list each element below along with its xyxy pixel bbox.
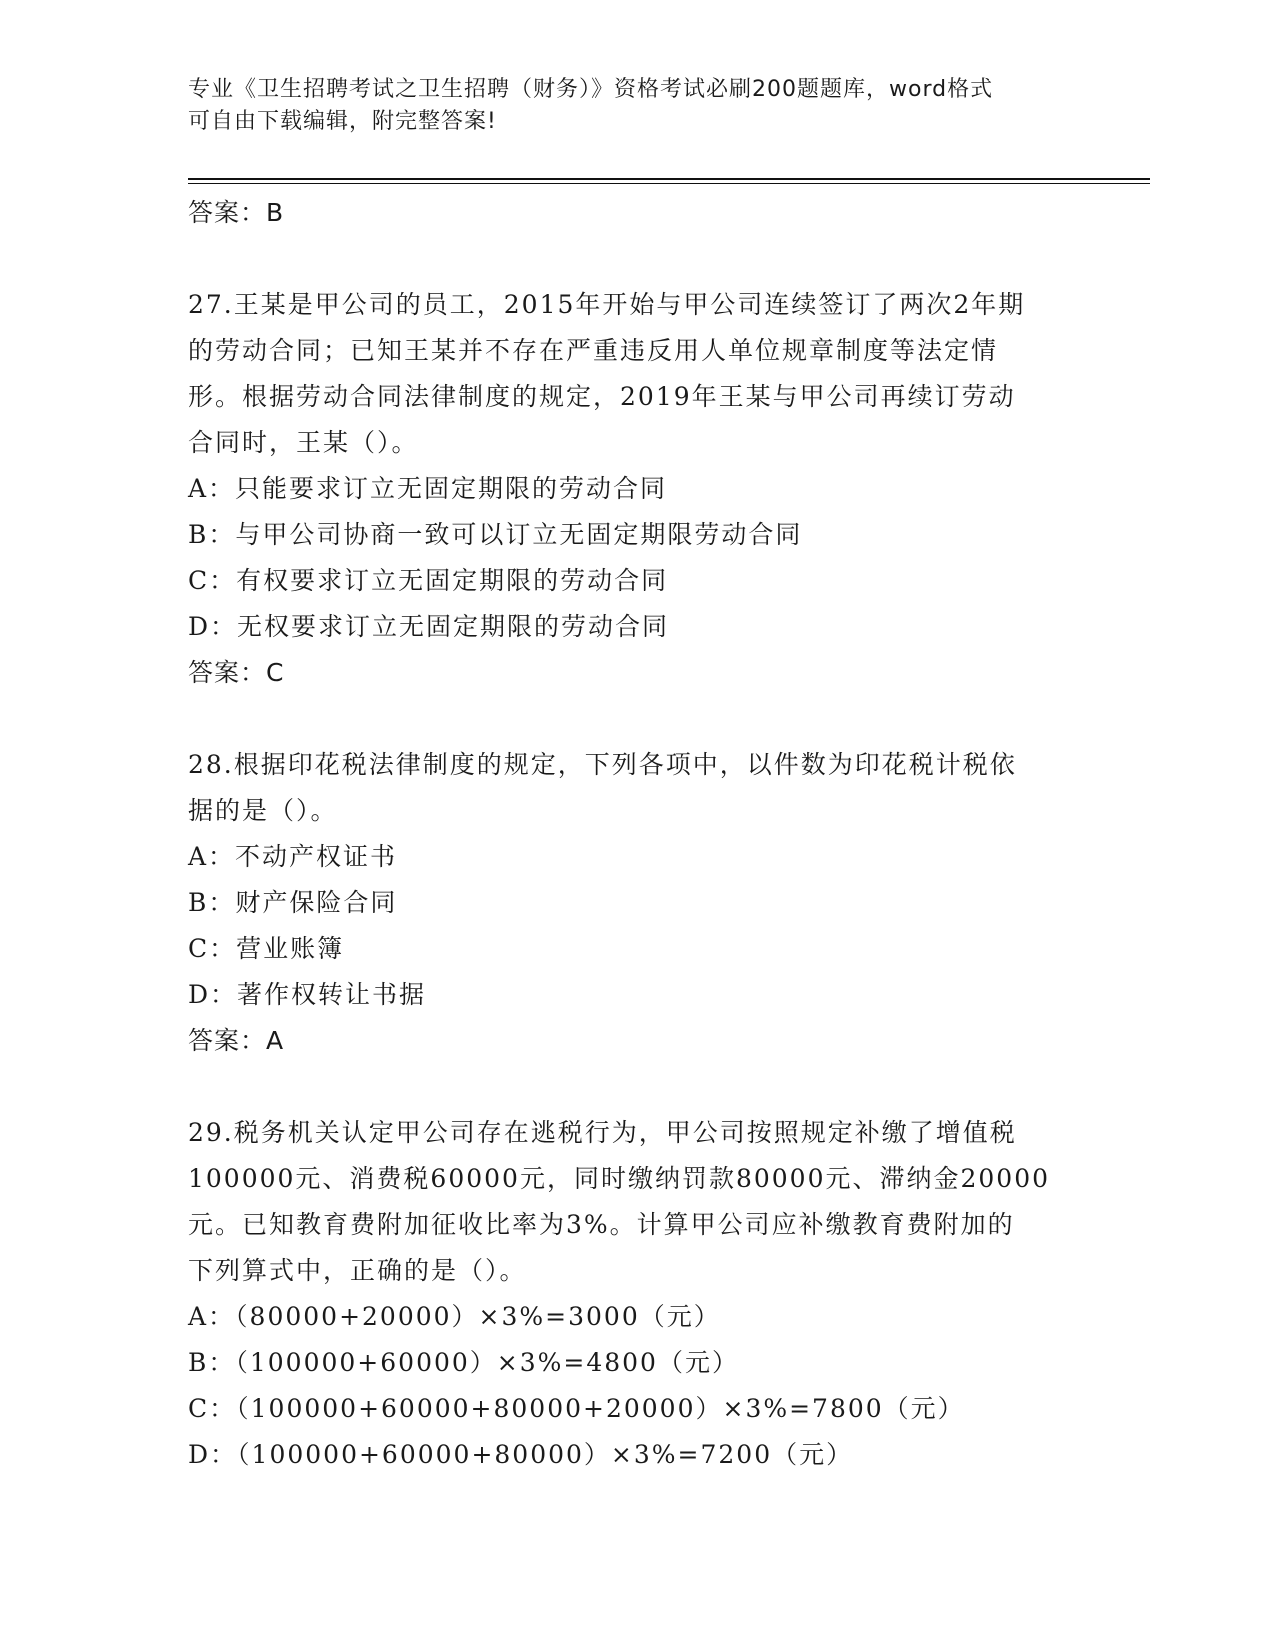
option-d: D：无权要求订立无固定期限的劳动合同	[188, 612, 670, 641]
document-header	[188, 74, 1088, 138]
option-a: A：不动产权证书	[188, 842, 398, 871]
question-text-line: 形。根据劳动合同法律制度的规定，2019年王某与甲公司再续订劳动	[188, 382, 1016, 411]
question-text-line: 据的是（）。	[188, 796, 338, 825]
option-b: B：与甲公司协商一致可以订立无固定期限劳动合同	[188, 520, 803, 549]
option-c: C：（100000+60000+80000+20000）×3%=7800（元）	[188, 1394, 965, 1423]
answer: 答案：A	[188, 1026, 285, 1055]
question-text-line: 100000元、消费税60000元，同时缴纳罚款80000元、滞纳金20000	[188, 1164, 1051, 1193]
header-line-1: 专业《卫生招聘考试之卫生招聘（财务）》资格考试必刷200题题库，word格式	[188, 77, 994, 102]
question-text-line: 的劳动合同；已知王某并不存在严重违反用人单位规章制度等法定情	[188, 336, 999, 365]
option-d: D：著作权转让书据	[188, 980, 427, 1009]
question-27	[188, 282, 1088, 696]
option-c: C：营业账簿	[188, 934, 345, 963]
document-body	[188, 190, 1088, 1478]
previous-answer: 答案：B	[188, 198, 285, 227]
header-rule-thick	[188, 178, 1150, 180]
question-text-line: 元。已知教育费附加征收比率为3%。计算甲公司应补缴教育费附加的	[188, 1210, 1015, 1239]
question-text-line: 下列算式中，正确的是（）。	[188, 1256, 527, 1285]
header-rule-thin	[188, 183, 1150, 184]
question-text-line: 29.税务机关认定甲公司存在逃税行为，甲公司按照规定补缴了增值税	[188, 1118, 1017, 1147]
option-a: A：只能要求订立无固定期限的劳动合同	[188, 474, 668, 503]
question-29	[188, 1110, 1088, 1478]
answer: 答案：C	[188, 658, 285, 687]
question-text-line: 合同时，王某（）。	[188, 428, 419, 457]
header-line-2: 可自由下载编辑，附完整答案!	[188, 109, 497, 134]
option-b: B：（100000+60000）×3%=4800（元）	[188, 1348, 739, 1377]
option-c: C：有权要求订立无固定期限的劳动合同	[188, 566, 669, 595]
question-text-line: 27.王某是甲公司的员工，2015年开始与甲公司连续签订了两次2年期	[188, 290, 1026, 319]
option-d: D：（100000+60000+80000）×3%=7200（元）	[188, 1440, 854, 1469]
question-text-line: 28.根据印花税法律制度的规定，下列各项中，以件数为印花税计税依	[188, 750, 1017, 779]
option-b: B：财产保险合同	[188, 888, 398, 917]
question-28	[188, 742, 1088, 1064]
option-a: A：（80000+20000）×3%=3000（元）	[188, 1302, 721, 1331]
